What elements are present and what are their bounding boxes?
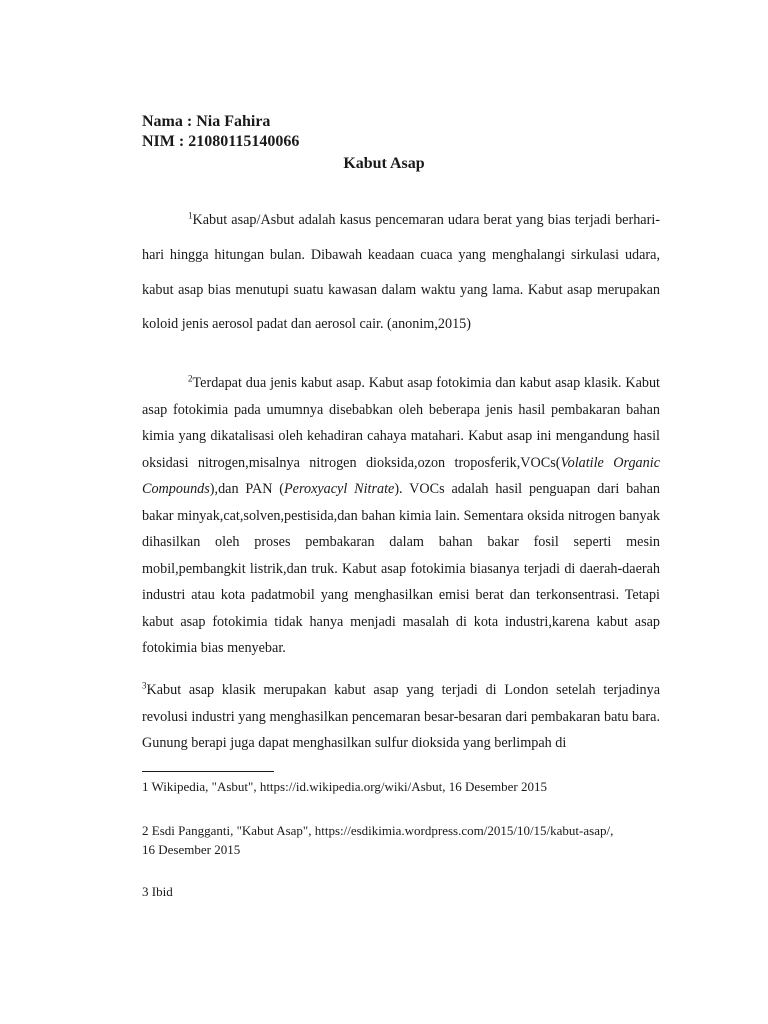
document-title: Kabut Asap <box>343 155 425 172</box>
paragraph-2-italic-a: Volatile Organic Compounds <box>142 454 660 497</box>
footnote-2-line-2: 16 Desember 2015 <box>142 842 241 857</box>
paragraph-3-text: Kabut asap klasik merupakan kabut asap yang terjadi di London setelah terjadinya revolusi industri yang menghasilkan pencemaran besar-besaran dari pembakaran batu bara. Gunung berapi juga dapat menghasilkan sulfur dioksida yang berlimpah di <box>142 682 660 751</box>
footnote-ref-3: 3 <box>142 680 147 691</box>
footnote-1: 1 Wikipedia, "Asbut", https://id.wikipedia.org/wiki/Asbut, 16 Desember 2015 <box>142 779 547 794</box>
paragraph-1 <box>142 203 660 342</box>
paragraph-2-text-c: ). VOCs adalah hasil penguapan dari bahan bakar minyak,cat,solven,pestisida,dan bahan kimia lain. Sementara oksida nitrogen banyak dihasilkan oleh proses pembakaran dalam bahan bakar fosil seperti mesin mobil,pembangkit listrik,dan truk. Kabut asap fotokimia biasanya terjadi di daerah-daerah industri atau kota padatmobil yang menghasilkan emisi berat dan terkonsentrasi. Tetapi kabut asap fotokimia tidak hanya menjadi masalah di kota industri,karena kabut asap fotokimia bias menyebar. <box>142 481 660 656</box>
footnote-2 <box>142 821 662 859</box>
student-nim: NIM : 21080115140066 <box>142 133 300 150</box>
footnote-3: 3 Ibid <box>142 884 173 899</box>
footnote-ref-1: 1 <box>188 210 193 221</box>
paragraph-2 <box>142 370 660 662</box>
student-name: Nama : Nia Fahira <box>142 113 271 130</box>
footnote-ref-2: 2 <box>188 373 193 384</box>
footnote-2-line-1: 2 Esdi Pangganti, "Kabut Asap", https://esdikimia.wordpress.com/2015/10/15/kabut-asap/, <box>142 823 614 838</box>
paragraph-2-text-a: Terdapat dua jenis kabut asap. Kabut asap fotokimia dan kabut asap klasik. Kabut asap fotokimia pada umumnya disebabkan oleh beberapa jenis hasil pembakaran bahan kimia yang dikatalisasi oleh kehadiran cahaya matahari. Kabut asap ini mengandung hasil oksidasi nitrogen,misalnya nitrogen dioksida,ozon troposferik,VOCs( <box>142 375 660 471</box>
paragraph-1-text: Kabut asap/Asbut adalah kasus pencemaran udara berat yang bias terjadi berhari-hari hingga hitungan bulan. Dibawah keadaan cuaca yang menghalangi sirkulasi udara, kabut asap bias menutupi suatu kawasan dalam waktu yang lama. Kabut asap merupakan koloid jenis aerosol padat dan aerosol cair. (anonim,2015) <box>142 212 660 333</box>
paragraph-2-text-b: ),dan PAN ( <box>209 481 285 497</box>
paragraph-2-italic-b: Peroxyacyl Nitrate <box>284 481 395 497</box>
paragraph-3 <box>142 677 660 757</box>
footnote-separator <box>142 771 274 772</box>
